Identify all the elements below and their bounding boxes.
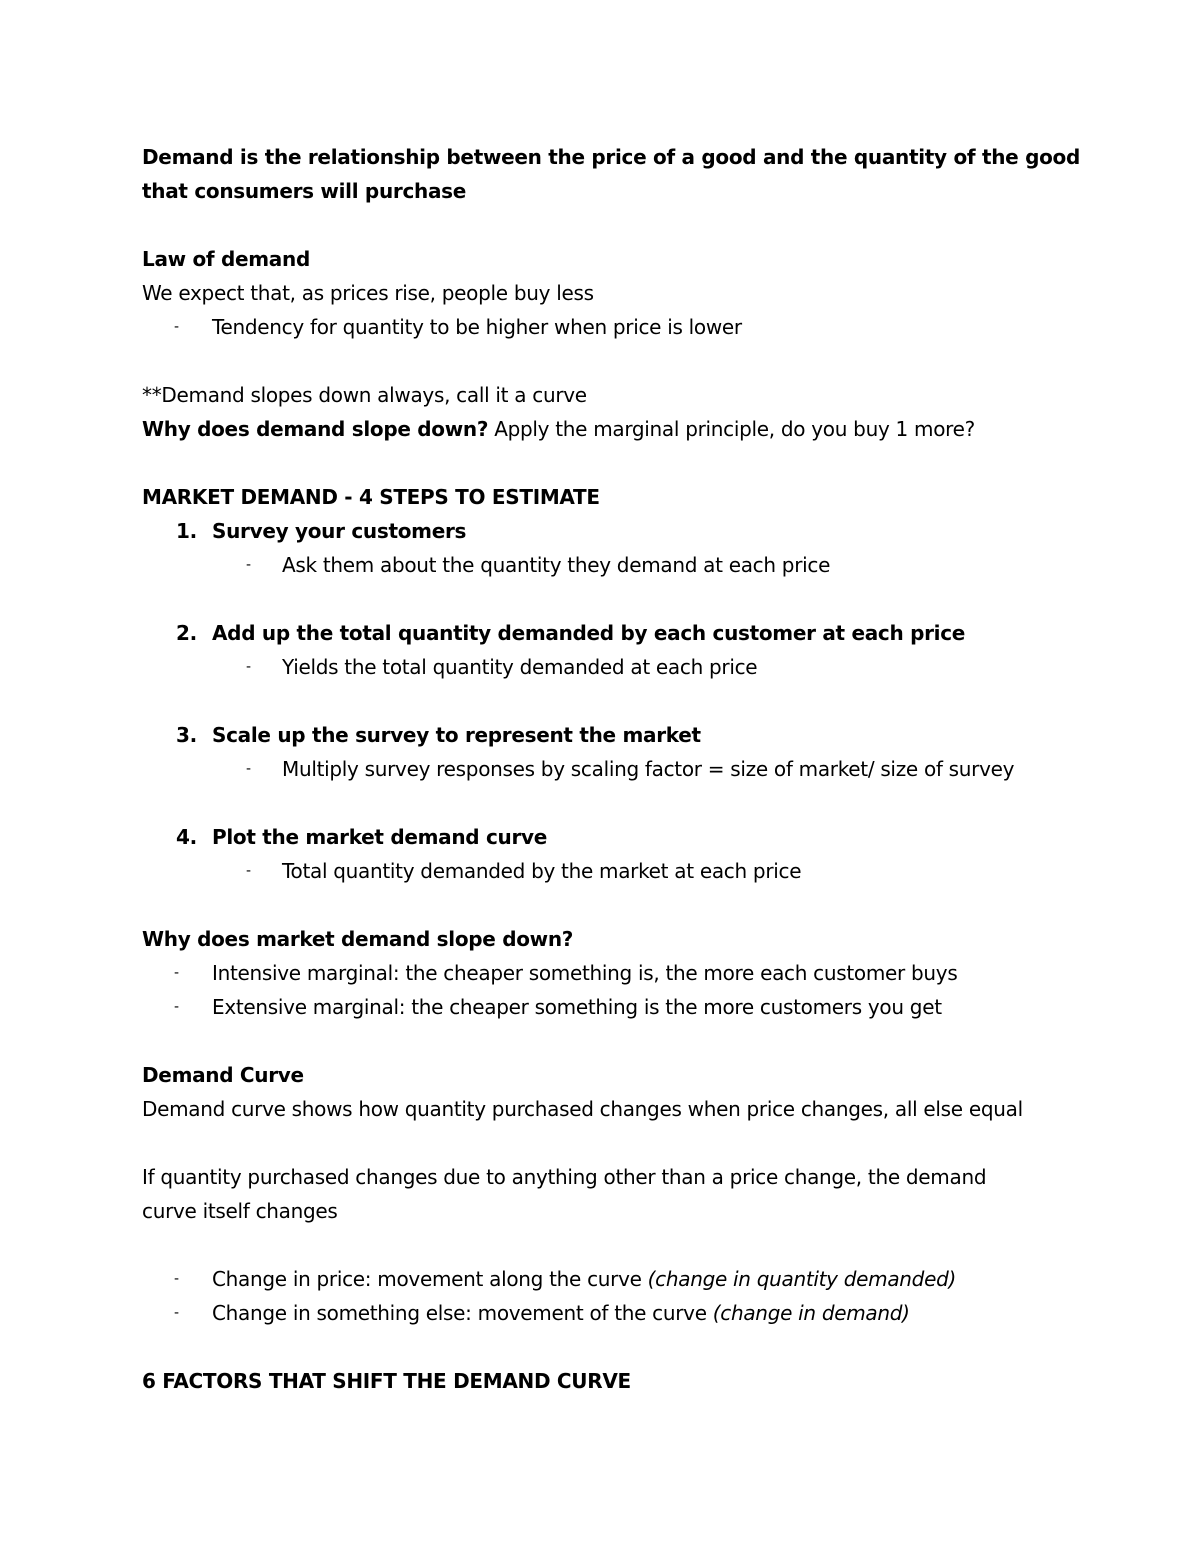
step-1-detail xyxy=(142,548,1102,582)
demand-curve-heading: Demand Curve xyxy=(142,1063,304,1087)
step-4-detail xyxy=(142,854,1102,888)
law-bullet xyxy=(142,310,1102,344)
intro-line-2: that consumers will purchase xyxy=(142,179,467,203)
step-title-text: Plot the market demand curve xyxy=(212,825,548,849)
step-detail-text: Ask them about the quantity they demand at each price xyxy=(282,553,831,577)
step-detail-text: Multiply survey responses by scaling factor = size of market/ size of survey xyxy=(282,757,1015,781)
dash-marker: - xyxy=(246,761,251,777)
law-bullet-text: Tendency for quantity to be higher when price is lower xyxy=(212,315,742,339)
dash-marker: - xyxy=(174,1271,179,1287)
dash-marker: - xyxy=(174,319,179,335)
curve-para-line-2: curve itself changes xyxy=(142,1199,338,1223)
why-market-bullet-1 xyxy=(142,956,1102,990)
bullet-text: Change in price: movement along the curve xyxy=(212,1267,648,1291)
why-market-bullet-2 xyxy=(142,990,1102,1024)
slopes-question: Why does demand slope down? xyxy=(142,417,489,441)
slopes-question-line xyxy=(142,412,1102,446)
step-number: 4. xyxy=(176,825,197,849)
dash-marker: - xyxy=(174,965,179,981)
dash-marker: - xyxy=(174,1305,179,1321)
bullet-text: Extensive marginal: the cheaper something is the more customers you get xyxy=(212,995,942,1019)
step-3-detail xyxy=(142,752,1102,786)
slopes-answer: Apply the marginal principle, do you buy 1 more? xyxy=(488,417,975,441)
curve-bullet-2 xyxy=(142,1296,1102,1330)
step-number: 1. xyxy=(176,519,197,543)
law-of-demand-heading: Law of demand xyxy=(142,247,310,271)
step-number: 3. xyxy=(176,723,197,747)
law-of-demand-text: We expect that, as prices rise, people buy less xyxy=(142,281,594,305)
dash-marker: - xyxy=(246,557,251,573)
step-number: 2. xyxy=(176,621,197,645)
document-page xyxy=(142,140,1102,1398)
bullet-text: Change in something else: movement of the curve xyxy=(212,1301,713,1325)
slopes-note: **Demand slopes down always, call it a curve xyxy=(142,383,587,407)
step-detail-text: Yields the total quantity demanded at each price xyxy=(282,655,758,679)
dash-marker: - xyxy=(246,863,251,879)
step-2-title xyxy=(142,616,1102,650)
step-title-text: Scale up the survey to represent the market xyxy=(212,723,701,747)
step-4-title xyxy=(142,820,1102,854)
curve-para-line-1: If quantity purchased changes due to anything other than a price change, the demand xyxy=(142,1165,987,1189)
step-title-text: Survey your customers xyxy=(212,519,467,543)
market-demand-heading: MARKET DEMAND - 4 STEPS TO ESTIMATE xyxy=(142,485,600,509)
curve-bullet-1 xyxy=(142,1262,1102,1296)
dash-marker: - xyxy=(174,999,179,1015)
step-title-text: Add up the total quantity demanded by each customer at each price xyxy=(212,621,966,645)
intro-line-1: Demand is the relationship between the price of a good and the quantity of the good xyxy=(142,145,1081,169)
step-1-title xyxy=(142,514,1102,548)
bullet-italic-text: (change in quantity demanded) xyxy=(647,1267,956,1291)
demand-curve-text: Demand curve shows how quantity purchased changes when price changes, all else equal xyxy=(142,1097,1023,1121)
step-2-detail xyxy=(142,650,1102,684)
bullet-text: Intensive marginal: the cheaper something is, the more each customer buys xyxy=(212,961,958,985)
bullet-italic-text: (change in demand) xyxy=(712,1301,910,1325)
why-market-heading: Why does market demand slope down? xyxy=(142,927,574,951)
dash-marker: - xyxy=(246,659,251,675)
factors-heading: 6 FACTORS THAT SHIFT THE DEMAND CURVE xyxy=(142,1369,631,1393)
step-3-title xyxy=(142,718,1102,752)
step-detail-text: Total quantity demanded by the market at each price xyxy=(282,859,802,883)
